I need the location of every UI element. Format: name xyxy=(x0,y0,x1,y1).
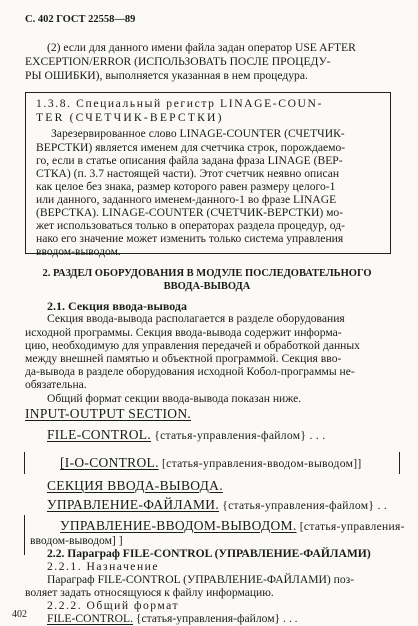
io-control-keyword: [I-O-CONTROL. xyxy=(60,455,159,470)
boxed-body-line-8: жет использоваться только в операторах раздела процедур, од- xyxy=(36,219,346,232)
ru-section-keyword: СЕКЦИЯ ВВОДА-ВЫВОДА. xyxy=(47,478,223,493)
section-2-1-para-line-3: цию, необходимую для управления передачей и обработкой данных xyxy=(25,339,360,352)
section-2-heading-line-2: ВВОДА-ВЫВОДА xyxy=(163,281,251,292)
format-ru-io-control-cont: вводом-выводом] ] xyxy=(30,534,123,547)
ru-file-control-rest: {статья-управления-файлом} . . xyxy=(219,499,388,512)
boxed-body-line-2: ВЕРСТКИ) является именем для счетчика строк, порождаемо- xyxy=(36,141,346,154)
footer-page-number: 402 xyxy=(12,609,27,620)
section-2-2-para-line-2: воляет задать относящуюся к файлу информацию. xyxy=(25,586,274,599)
section-2-2-format-line xyxy=(47,612,298,626)
io-control-rest: [статья-управления-вводом-выводом]] xyxy=(158,457,362,470)
boxed-body-line-10: вводом-выводом. xyxy=(36,245,121,258)
format-io-control xyxy=(60,455,362,471)
ru-file-control-keyword: УПРАВЛЕНИЕ-ФАЙЛАМИ. xyxy=(47,497,220,512)
format-bar-right-1 xyxy=(399,452,400,474)
boxed-title-line-1: 1.3.8. Специальный регистр LINAGE-COUN- xyxy=(36,97,323,110)
format-io-section xyxy=(25,406,191,422)
section-2-2-heading: 2.2. Параграф FILE-CONTROL (УПРАВЛЕНИЕ-ФАЙЛАМИ) xyxy=(47,547,371,560)
file-control-keyword: FILE-CONTROL. xyxy=(47,427,152,442)
intro-line-2: EXCEPTION/ERROR (ИСПОЛЬЗОВАТЬ ПОСЛЕ ПРОЦЕДУ- xyxy=(25,55,331,68)
format-bar-left-2 xyxy=(24,515,25,555)
section-2-1-para-line-1: Секция ввода-вывода располагается в разделе оборудования xyxy=(47,312,345,325)
section-2-heading-line-1: 2. РАЗДЕЛ ОБОРУДОВАНИЯ В МОДУЛЕ ПОСЛЕДОВАТЕЛЬНОГО xyxy=(42,268,372,279)
section-2-1-para-line-6: обязательна. xyxy=(25,378,87,391)
boxed-body-line-4: СТКА) (п. 3.7 настоящей части). Этот счетчик неявно описан xyxy=(36,167,340,180)
boxed-body-line-3: го, если в статье описания файла задана фраза LINAGE (ВЕР- xyxy=(36,154,343,167)
boxed-body-line-9: нако его значение может изменить только система управления xyxy=(36,232,344,245)
section-2-2-para-line-1: Параграф FILE-CONTROL (УПРАВЛЕНИЕ-ФАЙЛАМИ) поз- xyxy=(47,573,355,586)
ru-io-control-keyword: УПРАВЛЕНИЕ-ВВОДОМ-ВЫВОДОМ. xyxy=(60,518,297,533)
section-2-1-para-line-2: исходной программы. Секция ввода-вывода содержит информа- xyxy=(25,326,342,339)
boxed-body-line-7: (ВЕРСТКА). LINAGE-COUNTER (СЧЕТЧИК-ВЕРСТКИ) мо- xyxy=(36,206,344,219)
format-file-control xyxy=(47,427,325,443)
section-2-1-para-line-4: между внешней памятью и объектной программой. Секция ввo- xyxy=(25,352,342,365)
intro-line-3: РЫ ОШИБКИ), выполняется указанная в нем процедура. xyxy=(25,69,308,82)
format-ru-section xyxy=(47,478,223,494)
boxed-body-line-1: Зарезервированное слово LINAGE-COUNTER (СЧЕТЧИК- xyxy=(51,127,345,140)
section-2-1-para-line-5: да-вывода в разделе оборудования исходной Кобол-программы не- xyxy=(25,365,355,378)
boxed-body-line-6: или данного, заданного именем-данного-1 во фразе LINAGE xyxy=(36,193,337,206)
ru-io-control-rest: [статья-управления- xyxy=(296,520,405,533)
format-ru-io-control xyxy=(60,518,405,534)
file-control-rest: {статья-управления-файлом} . . . xyxy=(151,429,326,442)
file-control-keyword-2: FILE-CONTROL. xyxy=(47,612,133,625)
format-ru-file-control xyxy=(47,497,387,513)
page-header: С. 402 ГОСТ 22558—89 xyxy=(25,14,136,25)
section-2-1-heading: 2.1. Секция ввода-вывода xyxy=(47,299,187,313)
format-bar-left-1 xyxy=(24,452,25,474)
section-2-2-1-heading: 2.2.1. Назначение xyxy=(47,560,159,573)
boxed-body-line-5: как целое без знака, размер которого равен размеру целого-1 xyxy=(36,180,336,193)
section-2-2-2-heading: 2.2.2. Общий формат xyxy=(47,599,180,612)
io-section-keyword: INPUT-OUTPUT SECTION. xyxy=(25,406,192,421)
intro-line-1: (2) если для данного имени файла задан оператор USE AFTER xyxy=(47,41,356,54)
boxed-title-line-2: TER (СЧЕТЧИК-ВЕРСТКИ) xyxy=(36,111,224,124)
format-intro: Общий формат секции ввода-вывода показан ниже. xyxy=(47,392,302,405)
file-control-rest-2: {статья-управления-файлом} . . . xyxy=(132,612,298,625)
